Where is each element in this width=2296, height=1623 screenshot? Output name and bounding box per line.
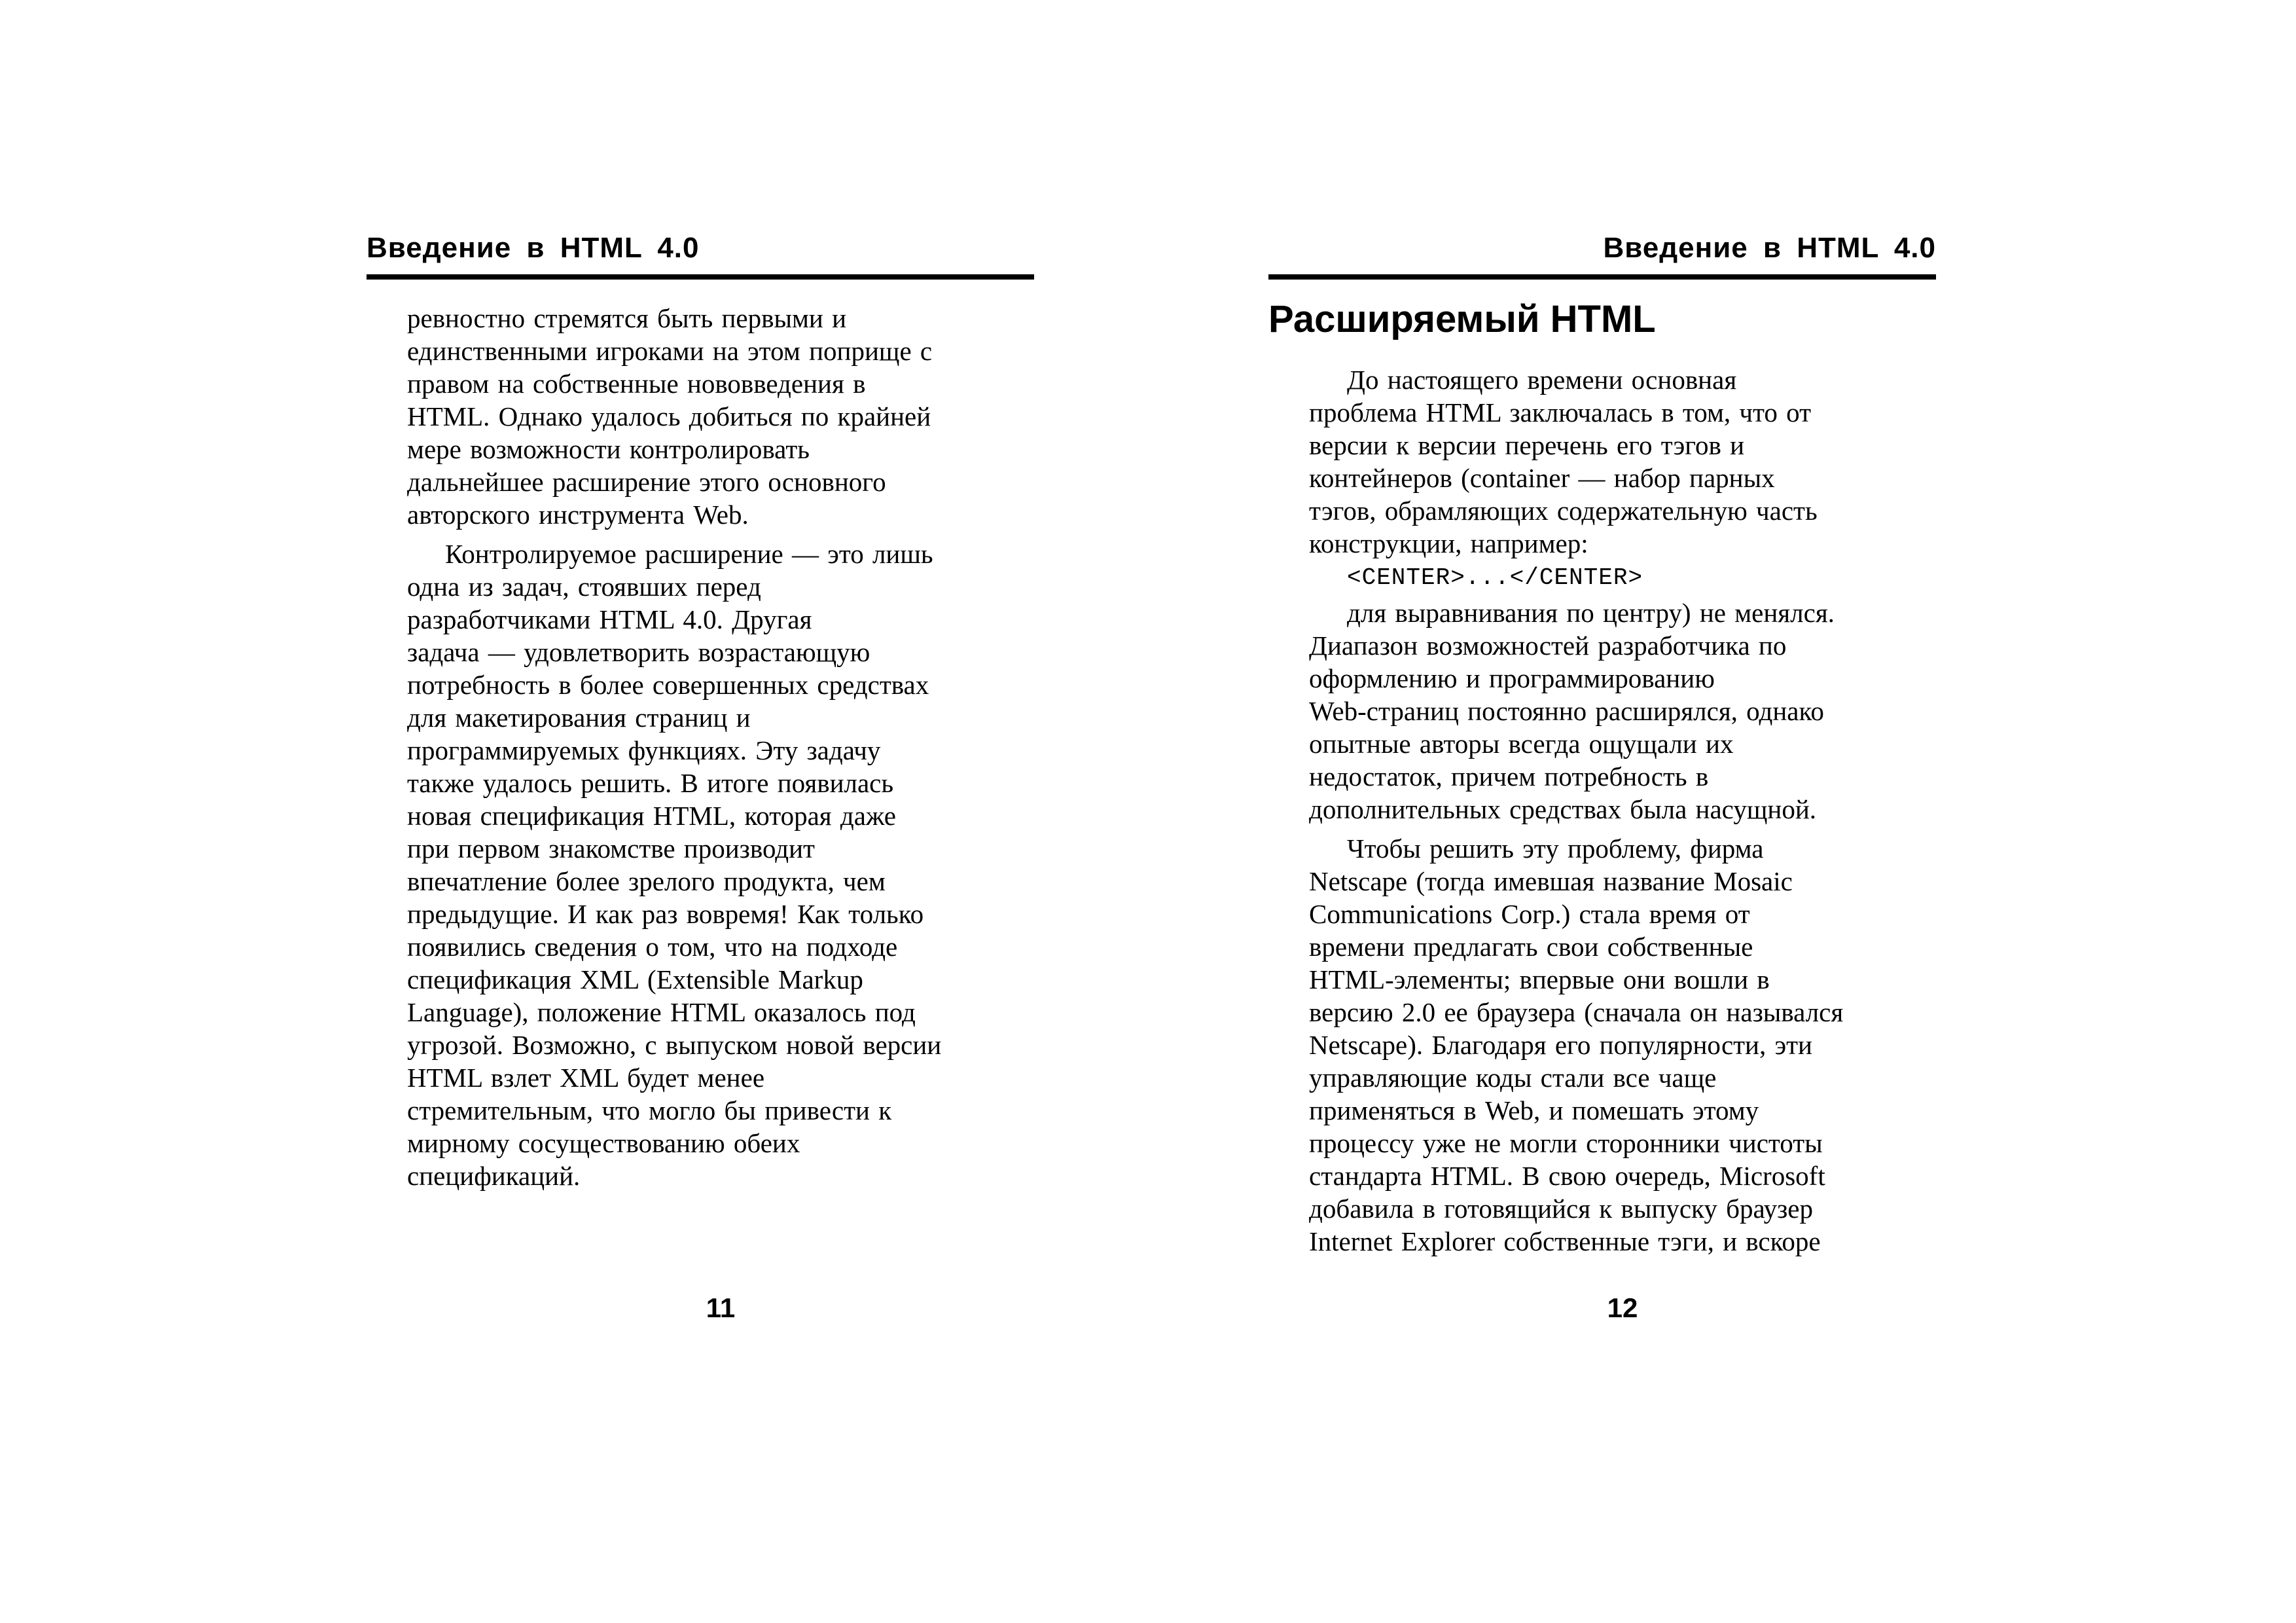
paragraph: [1309, 363, 1936, 560]
text-line: единственными игроками на этом поприще с: [407, 336, 933, 366]
right-page-body: [1268, 363, 1936, 1258]
text-line: Диапазон возможностей разработчика по: [1309, 630, 1787, 661]
text-line: оформлению и программированию: [1309, 663, 1715, 693]
left-page-body: [367, 302, 1034, 1192]
text-line: версию 2.0 ее браузера (сначала он назывался: [1309, 997, 1844, 1027]
text-line: Web-страниц постоянно расширялся, однако: [1309, 696, 1824, 726]
right-page: [1268, 232, 1936, 1385]
right-header-rule: [1268, 274, 1936, 280]
section-heading: Расширяемый HTML: [1268, 298, 1656, 340]
text-line: стандарта HTML. В свою очередь, Microsoft: [1309, 1161, 1825, 1191]
text-line: применяться в Web, и помешать этому: [1309, 1095, 1759, 1125]
left-running-header: Введение в HTML 4.0: [367, 232, 700, 264]
text-line: версии к версии перечень его тэгов и: [1309, 430, 1745, 460]
text-line: Netscape). Благодаря его популярности, эти: [1309, 1030, 1812, 1060]
text-line: программируемых функциях. Эту задачу: [407, 735, 881, 765]
code-snippet: <CENTER>...</CENTER>: [1347, 564, 1643, 591]
text-line: новая спецификация HTML, которая даже: [407, 801, 896, 831]
right-running-header: Введение в HTML 4.0: [1603, 232, 1936, 264]
text-line: HTML-элементы; впервые они вошли в: [1309, 964, 1770, 994]
paragraph: [1309, 596, 1936, 826]
text-line: контейнеров (container — набор парных: [1309, 463, 1775, 493]
text-line: Communications Corp.) стала время от: [1309, 899, 1750, 929]
text-line: времени предлагать свои собственные: [1309, 932, 1753, 962]
text-line: впечатление более зрелого продукта, чем: [407, 866, 886, 896]
text-line: потребность в более совершенных средствах: [407, 670, 929, 700]
text-line: HTML. Однако удалось добиться по крайней: [407, 401, 931, 431]
text-line: Language), положение HTML оказалось под: [407, 997, 916, 1027]
text-line: задача — удовлетворить возрастающую: [407, 637, 870, 667]
text-line: недостаток, причем потребность в: [1309, 761, 1709, 792]
text-line: для макетирования страниц и: [407, 702, 751, 733]
text-line: при первом знакомстве производит: [407, 833, 815, 864]
text-line: стремительным, что могло бы привести к: [407, 1095, 892, 1125]
text-line: До настоящего времени основная: [1347, 365, 1737, 395]
text-line: одна из задач, стоявших перед: [407, 572, 761, 602]
text-line: управляющие коды стали все чаще: [1309, 1063, 1717, 1093]
text-line: для выравнивания по центру) не менялся.: [1347, 598, 1835, 628]
paragraph: [1309, 832, 1936, 1258]
text-line: спецификация XML (Extensible Markup: [407, 964, 863, 994]
text-line: процессу уже не могли сторонники чистоты: [1309, 1128, 1823, 1158]
left-header-rule: [367, 274, 1034, 280]
text-line: появились сведения о том, что на подходе: [407, 932, 898, 962]
text-line: опытные авторы всегда ощущали их: [1309, 729, 1734, 759]
text-line: разработчиками HTML 4.0. Другая: [407, 604, 812, 634]
text-line: также удалось решить. В итоге появилась: [407, 768, 894, 798]
text-line: Чтобы решить эту проблему, фирма: [1347, 833, 1764, 864]
text-line: добавила в готовящийся к выпуску браузер: [1309, 1194, 1813, 1224]
text-line: Контролируемое расширение — это лишь: [445, 539, 933, 569]
text-line: авторского инструмента Web.: [407, 500, 749, 530]
text-line: проблема HTML заключалась в том, что от: [1309, 397, 1812, 428]
text-line: дальнейшее расширение этого основного: [407, 467, 886, 497]
text-line: тэгов, обрамляющих содержательную часть: [1309, 496, 1818, 526]
left-page: [367, 232, 1034, 1385]
left-page-number: 11: [706, 1292, 736, 1323]
text-line: дополнительных средствах была насущной.: [1309, 794, 1817, 824]
text-line: спецификаций.: [407, 1161, 581, 1191]
text-line: предыдущие. И как раз вовремя! Как только: [407, 899, 924, 929]
text-line: мирному сосуществованию обеих: [407, 1128, 800, 1158]
text-line: правом на собственные нововведения в: [407, 369, 866, 399]
text-line: Netscape (тогда имевшая название Mosaic: [1309, 866, 1793, 896]
text-line: конструкции, например:: [1309, 528, 1588, 558]
right-page-number: 12: [1607, 1292, 1638, 1323]
text-line: угрозой. Возможно, с выпуском новой версии: [407, 1030, 942, 1060]
text-line: мере возможности контролировать: [407, 434, 810, 464]
paragraph: [407, 538, 1034, 1192]
paragraph: [407, 302, 1034, 531]
text-line: ревностно стремятся быть первыми и: [407, 303, 847, 333]
text-line: Internet Explorer собственные тэги, и вскоре: [1309, 1226, 1821, 1256]
text-line: HTML взлет XML будет менее: [407, 1063, 765, 1093]
